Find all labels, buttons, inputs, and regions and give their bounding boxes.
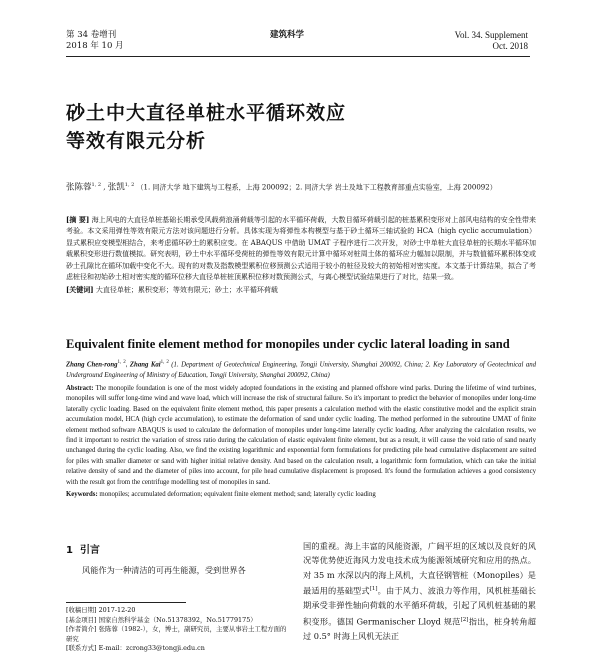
header-issue: 第 34 卷增刊 (66, 30, 117, 40)
header-rule (66, 56, 530, 57)
author-en-1: Zhang Chen-rong (66, 361, 118, 369)
abstract-cn (66, 214, 536, 297)
header-journal: 建筑科学 (270, 30, 305, 40)
section-1-left-paragraph: 风能作为一种清洁的可再生能源，受到世界各 (82, 565, 246, 575)
abstract-en-label: Abstract: (66, 385, 94, 392)
header-left (66, 30, 124, 52)
footnote-rule (66, 602, 186, 603)
header-date: 2018 年 10 月 (66, 41, 124, 51)
abstract-cn-label: [摘 要] (66, 215, 90, 224)
footnotes (66, 606, 291, 654)
keywords-en: monopiles; accumulated deformation; equivalent finite element method; sand; laterally cyclic loading (99, 491, 376, 499)
section-1-right-paragraph: 国的重视。海上丰富的风能资源，广阔平坦的区域以及良好的风况等优势使近海风力发电技术成为能源领域研究和应用的热点。对 35 m 水深以内的海上风机，大直径钢管桩（Monopiles）是最适用的基础型式[1]。由于风力、波浪力等作用，风机桩基础长期承受非弹性轴向荷载的水平循环荷载，引起了风机桩基础的累积变形。德国 Germanischer Lloyd 规范[2]指出，桩身转角超过 0.5° 时海上风机无法正 (303, 541, 536, 641)
author-en-2: Zhang Kai (129, 361, 161, 369)
author-cn-2: 张凯 (107, 182, 125, 193)
title-cn-line2: 等效有限元分析 (66, 130, 207, 152)
title-cn (66, 99, 536, 155)
authors-cn: 张陈蓉$^{1, 2}$ , 张凯$^{1, 2}$ （1. 同济大学 地下建筑与工程系，上海 200092；2. 同济大学 岩土及地下工程教育部重点实验室，上海 200092） (66, 182, 497, 193)
affiliation-en: (1. Department of Geotechnical Engineering, Tongji University, Shanghai 200092, China; 2. Key Laboratory of Geotechnical and Underground Engineering of Ministry of Education, Tongji University, Shanghai 200092, China) (66, 361, 537, 379)
authors-en: Zhang Chen-rong$^{1, 2}$, Zhang Kai$^{1, 2}$ (1. Department of Geotechnical Engineering, Tongji University, Shanghai 200092, China; 2. Key Laboratory of Geotechnical and Underground Engineering of Ministry of Education, Tongji University, Shanghai 200092, China) (66, 360, 537, 379)
keywords-cn: 大直径单桩；累积变形；等效有限元；砂土；水平循环荷载 (95, 286, 278, 295)
footnote-received: [收稿日期] 2017-12-20 (66, 606, 136, 614)
author-cn-1: 张陈蓉 (66, 182, 92, 193)
keywords-en-label: Keywords: (66, 491, 98, 499)
keywords-cn-label: [关键词] (66, 285, 94, 295)
header-right (455, 30, 528, 52)
title-cn-line1: 砂土中大直径单桩水平循环效应 (66, 102, 347, 124)
abstract-en (66, 384, 536, 500)
header-volume: Vol. 34. Supplement (454, 30, 528, 40)
title-en: Equivalent finite element method for monopiles under cyclic lateral loading in sand (66, 337, 510, 351)
abstract-en-text: The monopile foundation is one of the most widely adopted foundations in the existing and planned offshore wind parks. During the lifetime of wind turbines, monopiles will suffer long-time wind and wave load, which will increase the risk of structural failure. So it's important to predict the behavior of monopiles under long-time laterally cyclic loading. Based on the equivalent finite element method, this paper presents a calculation method with the elastic constitutive model and the explicit strain accumulation model, HCA (high cycle accumulation), to estimate the deformation of sand under cyclic loading. The method performed in the subroutine UMAT of finite element method software ABAQUS is used to calculate the deformation of monopiles under long-time laterally cyclic loading. After analyzing the calculation results, we find it important to restrict the variation of stress ratio during the calculation of elastic equivalent finite element, but as a result, it will cause the void ratio of sand nearly unchanged during the cyclic loading. Also, we find the existing logarithmic and exponential form formulations for predicting pile head cumulative displacement are suited for piles with smaller diameter or sand with higher initial relative density. And based on the calculation result, a logarithmic form formulation, which can take the initial relative density of sand and the diameter of piles into account, for pile head cumulative displacement is proposed. It's found the formulation achieves a good consistency with the result got from the centrifuge modelling test of monopiles in sand. (66, 385, 537, 486)
header-right-date: Oct. 2018 (492, 41, 528, 51)
section-1-heading: 1 引言 (66, 545, 100, 556)
footnote-contact: [联系方式] E-mail：zcrong33@tongji.edu.cn (66, 644, 205, 653)
footnote-author: [作者简介] 张陈蓉（1982-），女，博士，副研究员，主要从事岩土工程方面的研究 (66, 625, 287, 643)
footnote-fund: [基金项目] 国家自然科学基金（No.51378392，No.51779175） (66, 615, 257, 624)
affiliation-cn: （1. 同济大学 地下建筑与工程系，上海 200092；2. 同济大学 岩土及地下工程教育部重点实验室，上海 200092） (136, 183, 497, 192)
abstract-cn-text: 海上风电的大直径单桩基础长期承受风载荷浪涌荷载等引起的水平循环荷载，大数目循环荷载引起的桩基累积变形对上部风电结构的安全性带来考验。本文采用弹性等效有限元方法对该问题进行分析。具体实现为将弹性本构模型与基于砂土循环三轴试验的 HCA（high cyclic accumulation）显式累积应变模型相结合，来考虑循环砂土的累积应变。在 ABAQUS 中借助 UMAT 子程序进行二次开发，对砂土中单桩大直径单桩的长期水平循环加载累积变形进行数值模拟。研究表明，砂土中水平循环受荷桩的弹性等效有限元计算中循环对桩周土体的循环应力幅加以限制，并与数值循环累积体变或砂土孔隙比在循环加载中变化不大。现有的对数及指数模型累积位移预测公式适用于较小的桩径及较大的初始相对密实度。本文基于计算结果，拟合了考虑桩径和初始砂土相对密实度的循环位移大直径单桩桩顶累积位移对数预测公式，与离心模型试验结果进行了对比，结果一致。 (66, 216, 537, 282)
